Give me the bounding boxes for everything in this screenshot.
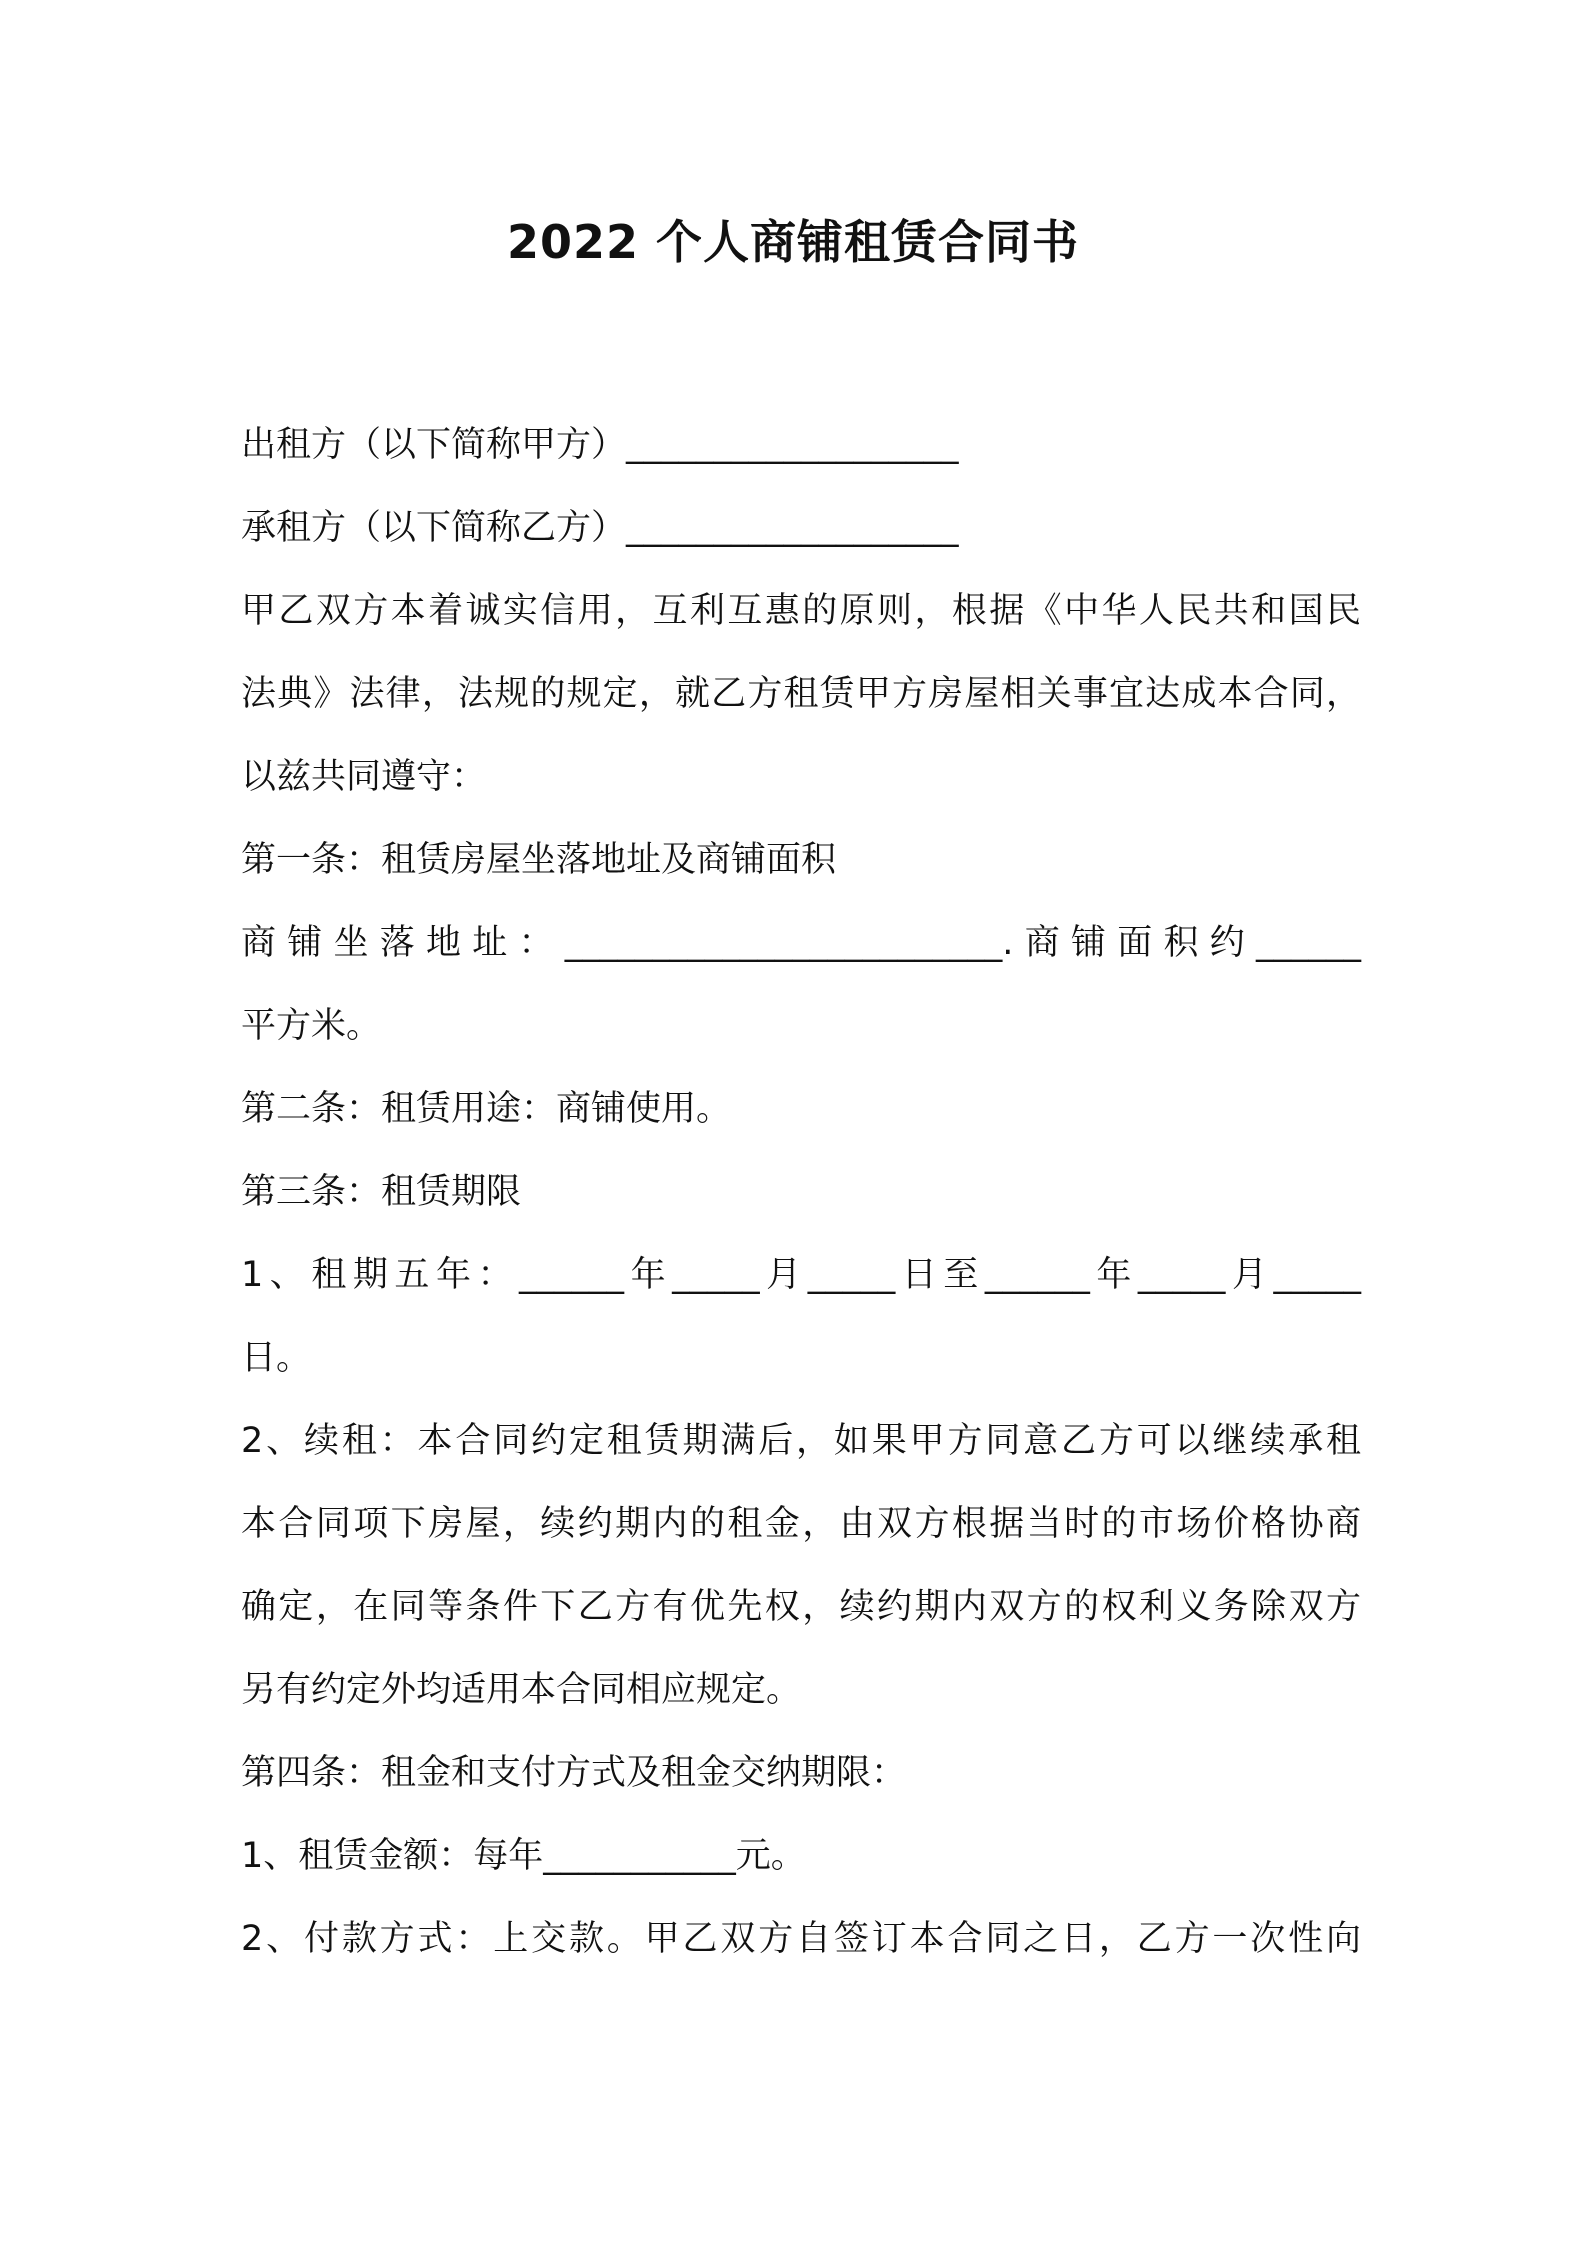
preamble-line-3: 以兹共同遵守：: [241, 757, 487, 797]
article-3-heading: 第三条：租赁期限: [241, 1172, 522, 1212]
rent-amount-line: 1、租赁金额：每年___________元。: [241, 1836, 806, 1876]
renewal-line-1: 2、续租：本合同约定租赁期满后，如果甲方同意乙方可以继续承租: [241, 1421, 1361, 1461]
lessor-line: 出租方（以下简称甲方）___________________: [241, 425, 959, 465]
article-1-heading: 第一条：租赁房屋坐落地址及商铺面积: [241, 840, 837, 880]
renewal-line-2: 本合同项下房屋，续约期内的租金，由双方根据当时的市场价格协商: [241, 1504, 1361, 1544]
preamble-line-2: 法典》法律，法规的规定，就乙方租赁甲方房屋相关事宜达成本合同，: [241, 674, 1361, 714]
lessee-line: 承租方（以下简称乙方）___________________: [241, 508, 959, 548]
lease-term-line: 1、租期五年：______年_____月_____日至______年_____月_____: [241, 1255, 1361, 1295]
article-4-heading: 第四条：租金和支付方式及租金交纳期限：: [241, 1753, 907, 1793]
renewal-line-3: 确定，在同等条件下乙方有优先权，续约期内双方的权利义务除双方: [241, 1587, 1361, 1627]
document-title: 2022 个人商铺租赁合同书: [506, 215, 1080, 269]
shop-area-unit-line: 平方米。: [241, 1006, 382, 1046]
lease-term-end-line: 日。: [241, 1338, 312, 1378]
preamble-line-1: 甲乙双方本着诚实信用，互利互惠的原则，根据《中华人民共和国民: [241, 591, 1361, 631]
document-body: [241, 404, 1361, 1981]
article-2-heading: 第二条：租赁用途：商铺使用。: [241, 1089, 732, 1129]
renewal-line-4: 另有约定外均适用本合同相应规定。: [241, 1670, 802, 1710]
payment-method-line: 2、付款方式：上交款。甲乙双方自签订本合同之日，乙方一次性向: [241, 1919, 1361, 1959]
shop-address-line: 商铺坐落地址：_________________________.商铺面积约______: [241, 923, 1361, 963]
